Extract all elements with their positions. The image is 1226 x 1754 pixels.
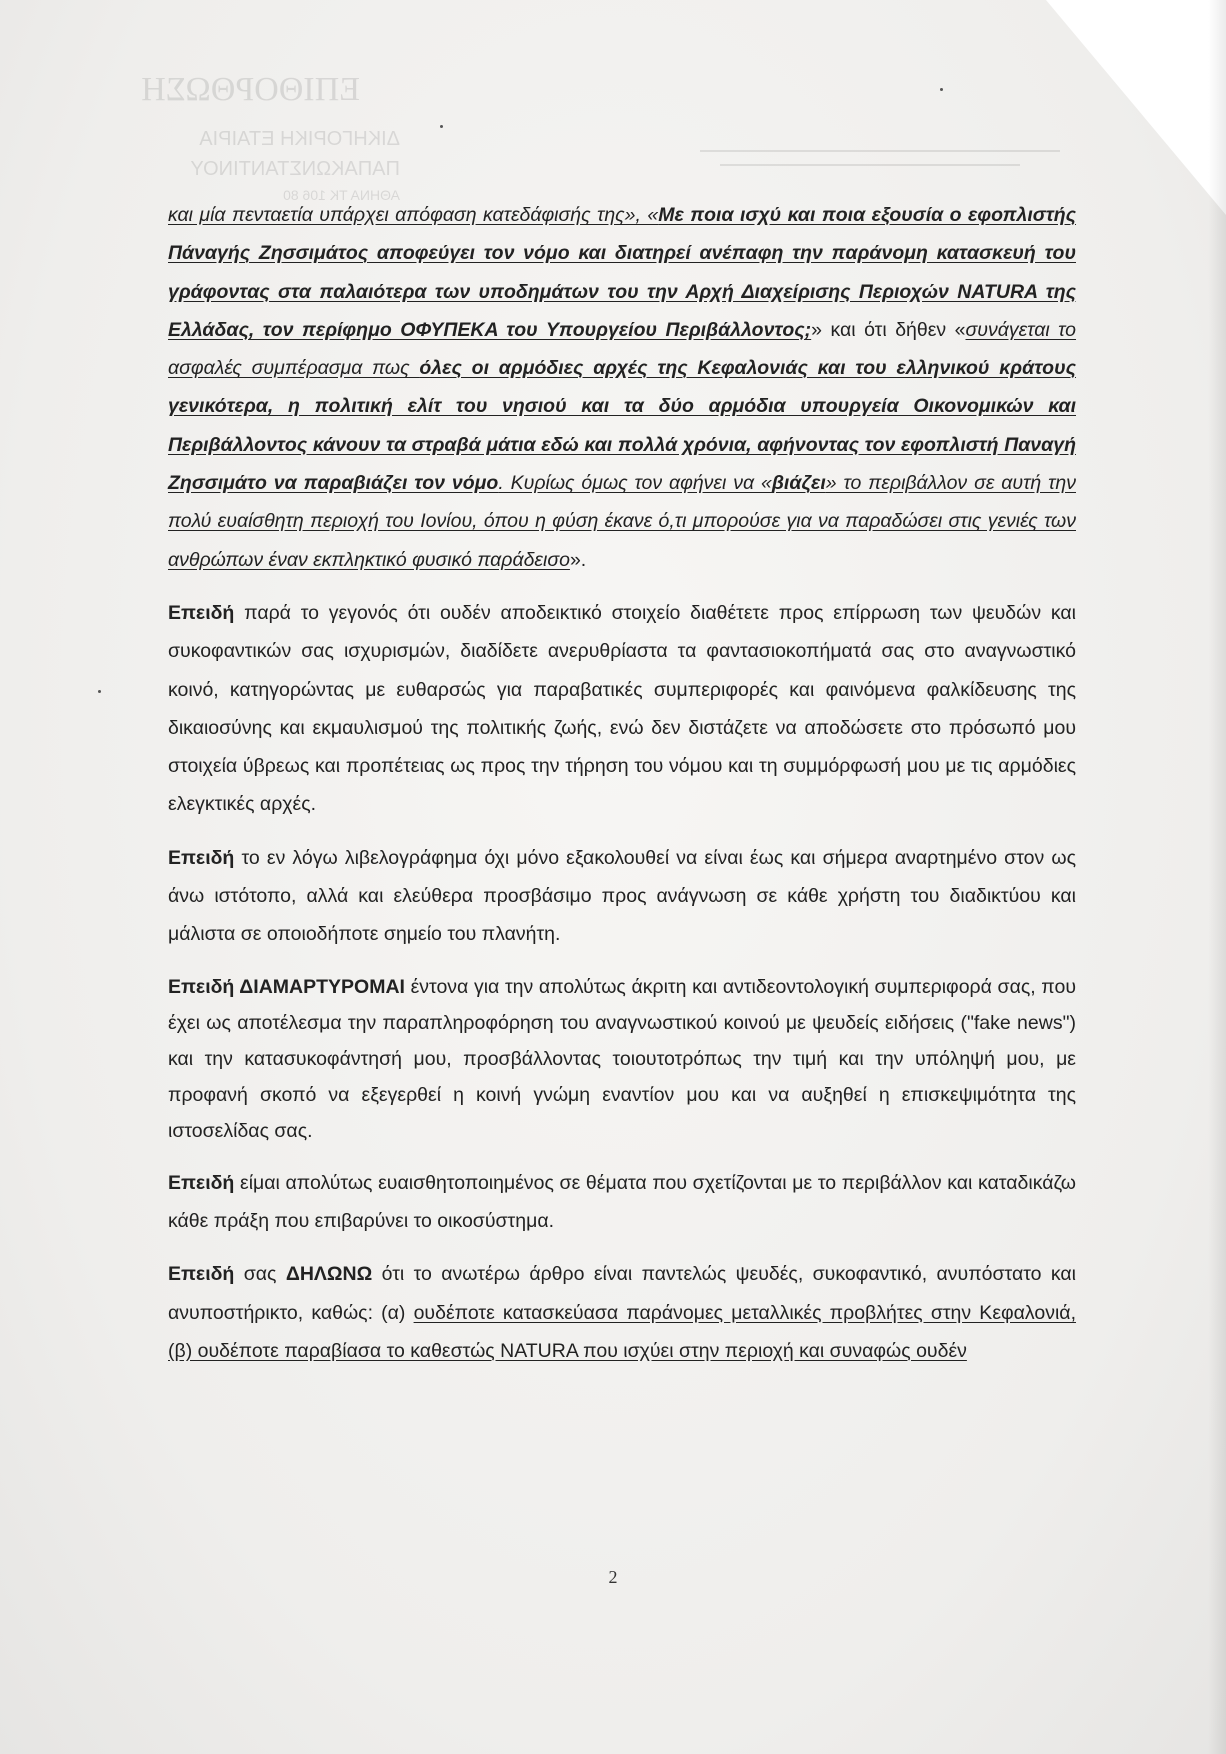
document-body: [168, 196, 1076, 1370]
quote-end: » το περιβάλλον σε αυτή την πολύ ευαίσθητη περιοχή του Ιονίου, όπου η φύση έκανε ό,τι μπορούσε για να παραδώσει στις γενιές των ανθρώπων έναν εκπληκτικό φυσικό παράδεισο: [168, 472, 1076, 571]
paragraph-text: παρά το γεγονός ότι ουδέν αποδεικτικό στοιχείο διαθέτετε προς επίρρωση των ψευδών και συκοφαντικών σας ισχυρισμών, διαδίδετε ανερυθρίαστα τα φαντασιοκοπήματά σας στο αναγνωστικό κοινό, κατηγορώντας με ευθαρσώς για παραβατικές συμπεριφορές και φαινόμενα φαλκίδευσης της δικαιοσύνης και εκμαυλισμού της πολιτικής ζωής, ενώ δεν διστάζετε να αποδώσετε στο πρόσωπό μου στοιχεία ύβρεως και προπέτειας ως προς την τήρηση του νόμου και τη συμμόρφωσή μου με τις αρμόδιες ελεγκτικές αρχές.: [168, 601, 1076, 816]
lead-word: Επειδή: [168, 1171, 235, 1194]
scan-speck: [440, 125, 443, 128]
paragraph-2: [168, 594, 1076, 824]
page-edge-shadow: [1208, 0, 1226, 1754]
quote-bold-1: Με ποια ισχύ και ποια εξουσία ο εφοπλιστής Πάναγής Ζησσιμάτος αποφεύγει τον νόμο και διατηρεί ανέπαφη την παράνομη κατασκευή του γράφοντας στα παλαιότερα των υποδημάτων του την Αρχή Διαχείρισης Περιοχών NATURA της Ελλάδας, τον περίφημο ΟΦΥΠΕΚΑ του Υπουργείου Περιβάλλοντος;: [168, 204, 1077, 341]
lead-word: Επειδή ΔΙΑΜΑΡΤΥΡΟΜΑΙ: [168, 975, 405, 998]
svg-text:ΕΠΙΘΟΡΘΩΣΗ: ΕΠΙΘΟΡΘΩΣΗ: [141, 71, 360, 108]
paragraph-text: είμαι απολύτως ευαισθητοποιημένος σε θέματα που σχετίζονται με το περιβάλλον και καταδικάζω κάθε πράξη που επιβαρύνει το οικοσύστημα.: [168, 1171, 1076, 1232]
paragraph-text: έντονα για την απολύτως άκριτη και αντιδεοντολογική συμπεριφορά σας, που έχει ως αποτέλεσμα την παραπληροφόρηση του αναγνωστικού κοινού με ψευδείς ειδήσεις ("fake news") και την κατασυκοφάντησή μου, προσβάλλοντας τοιουτοτρόπως την τιμή και την υπόληψή μου, με προφανή σκοπό να εξεγερθεί η κοινή γνώμη εναντίον μου και να αυξηθεί η επισκεψιμότητα της ιστοσελίδας σας.: [168, 975, 1076, 1142]
quote-bold-3: βιάζει: [771, 472, 826, 495]
paragraph-text-2: ότι το ανωτέρω άρθρο είναι παντελώς ψευδές, συκοφαντικό, ανυπόστατο και ανυποστήρικτο, καθώς: (α): [168, 1263, 1076, 1324]
paragraph-5: [168, 1164, 1076, 1241]
faded-bleedthrough-text: [700, 140, 1060, 180]
paragraph-4: [168, 969, 1076, 1149]
quote-connector: » και ότι δήθεν «: [811, 318, 966, 341]
lead-word: Επειδή: [168, 601, 235, 624]
svg-text:ΑΘΗΝΑ ΤΚ 106 80: ΑΘΗΝΑ ΤΚ 106 80: [283, 187, 400, 203]
lead-word-declare: ΔΗΛΩΝΩ: [285, 1263, 373, 1286]
quote-middle: συνάγεται το ασφαλές συμπέρασμα πως: [168, 318, 1077, 380]
faded-letterhead-stamp: [70, 70, 420, 210]
lead-word: Επειδή: [168, 1263, 235, 1286]
underlined-claims: ουδέποτε κατασκεύασα παράνομες μεταλλικές προβλήτες στην Κεφαλονιά, (β) ουδέποτε παραβίασα το καθεστώς NATURA που ισχύει στην περιοχή και συναφώς ουδέν: [168, 1301, 1077, 1362]
svg-text:ΠΑΠΑΚΩΝΣΤΑΝΤΙΝΟΥ: ΠΑΠΑΚΩΝΣΤΑΝΤΙΝΟΥ: [190, 158, 400, 180]
paragraph-intro: [168, 196, 1076, 579]
paragraph-text: το εν λόγω λιβελογράφημα όχι μόνο εξακολουθεί να είναι έως και σήμερα αναρτημένο στον ως άνω ιστότοπο, αλλά και ελεύθερα προσβάσιμο προς ανάγνωση σε κάθε χρήστη του διαδικτύου και μάλιστα σε οποιοδήποτε σημείο του πλανήτη.: [168, 846, 1076, 946]
paragraph-6: [168, 1255, 1076, 1370]
quote-start: και μία πενταετία υπάρχει απόφαση κατεδάφισής της», «: [168, 204, 659, 226]
folded-corner: [1046, 0, 1226, 215]
quote-continue: . Κυρίως όμως τον αφήνει να «: [498, 472, 772, 495]
paragraph-3: [168, 839, 1076, 954]
quote-close: ».: [569, 548, 587, 571]
paragraph-text: σας: [234, 1263, 286, 1286]
scan-speck: [940, 88, 943, 91]
lead-word: Επειδή: [168, 846, 235, 869]
svg-text:ΔΙΚΗΓΟΡΙΚΗ ΕΤΑΙΡΙΑ: ΔΙΚΗΓΟΡΙΚΗ ΕΤΑΙΡΙΑ: [199, 128, 400, 150]
scan-speck: [98, 690, 101, 693]
page-number: 2: [608, 1567, 618, 1587]
quote-bold-2: όλες οι αρμόδιες αρχές της Κεφαλονιάς και του ελληνικού κράτους γενικότερα, η πολιτική ελίτ του νησιού και τα δύο αρμόδια υπουργεία Οικονομικών και Περιβάλλοντος κάνουν τα στραβά μάτια εδώ και πολλά χρόνια, αφήνοντας τον εφοπλιστή Παναγή Ζησσιμάτο να παραβιάζει τον νόμο: [168, 357, 1076, 495]
